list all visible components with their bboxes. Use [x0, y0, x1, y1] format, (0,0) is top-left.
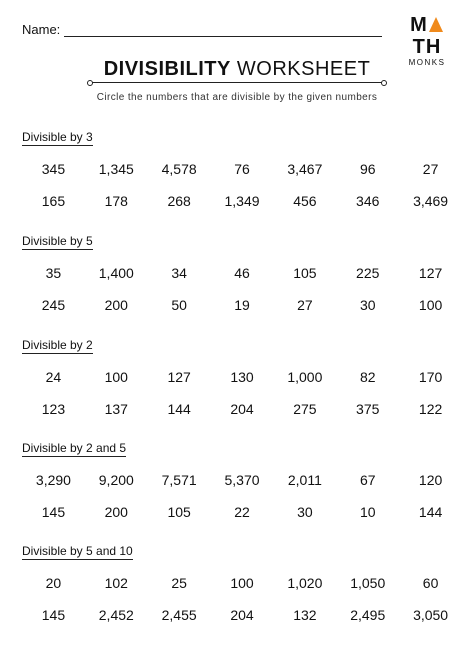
number-cell[interactable]: 1,000	[287, 369, 323, 385]
number-cell[interactable]: 100	[104, 369, 128, 385]
number-cell[interactable]: 100	[230, 575, 254, 591]
number-cell[interactable]: 200	[104, 504, 128, 520]
number-cell[interactable]: 10	[359, 504, 376, 520]
section	[22, 336, 462, 436]
number-cell[interactable]: 2,495	[350, 607, 386, 623]
number-cell[interactable]: 30	[297, 504, 313, 520]
number-cell[interactable]: 105	[167, 504, 191, 520]
number-cell[interactable]: 24	[45, 369, 62, 385]
logo-letters-th: TH	[412, 36, 442, 58]
number-cell[interactable]: 3,467	[287, 161, 323, 177]
number-cell[interactable]: 120	[418, 472, 443, 488]
number-cell[interactable]: 122	[418, 401, 443, 417]
number-row	[22, 401, 462, 417]
number-cell[interactable]: 20	[45, 575, 62, 591]
section	[22, 439, 462, 539]
number-cell[interactable]: 76	[234, 161, 250, 177]
number-row	[22, 369, 462, 385]
number-cell[interactable]: 1,349	[224, 193, 260, 209]
page-title	[0, 58, 474, 81]
number-cell[interactable]: 30	[359, 297, 376, 313]
number-cell[interactable]: 275	[293, 401, 317, 417]
section	[22, 542, 462, 642]
number-row	[22, 161, 462, 177]
section-label: Divisible by 2 and 5	[22, 441, 127, 455]
number-row	[22, 265, 462, 281]
number-cell[interactable]: 200	[104, 297, 128, 313]
number-cell[interactable]: 1,050	[350, 575, 386, 591]
number-cell[interactable]: 456	[293, 193, 317, 209]
number-cell[interactable]: 144	[167, 401, 191, 417]
number-cell[interactable]: 3,469	[413, 193, 449, 209]
number-cell[interactable]: 1,345	[98, 161, 134, 177]
name-label: Name:	[22, 22, 61, 37]
math-monks-logo	[396, 14, 458, 67]
section-label: Divisible by 5	[22, 234, 93, 248]
title-rest: WORKSHEET	[230, 58, 371, 80]
number-cell[interactable]: 9,200	[98, 472, 134, 488]
logo-sub: MONKS	[408, 58, 446, 67]
number-cell[interactable]: 178	[104, 193, 128, 209]
number-cell[interactable]: 27	[297, 297, 313, 313]
section-label: Divisible by 2	[22, 338, 93, 352]
number-cell[interactable]: 46	[234, 265, 250, 281]
number-cell[interactable]: 1,400	[98, 265, 134, 281]
number-row	[22, 472, 462, 488]
number-row	[22, 504, 462, 520]
section	[22, 128, 462, 228]
section-label: Divisible by 5 and 10	[22, 544, 133, 558]
number-cell[interactable]: 145	[41, 504, 66, 520]
number-cell[interactable]: 137	[104, 401, 128, 417]
number-cell[interactable]: 170	[418, 369, 443, 385]
number-cell[interactable]: 130	[230, 369, 254, 385]
number-cell[interactable]: 82	[359, 369, 376, 385]
number-cell[interactable]: 3,050	[413, 607, 449, 623]
number-row	[22, 575, 462, 591]
number-cell[interactable]: 245	[41, 297, 66, 313]
number-cell[interactable]: 204	[230, 607, 254, 623]
number-cell[interactable]: 19	[234, 297, 250, 313]
number-cell[interactable]: 27	[422, 161, 439, 177]
number-cell[interactable]: 105	[293, 265, 317, 281]
section-label: Divisible by 3	[22, 130, 93, 144]
number-cell[interactable]: 96	[359, 161, 376, 177]
number-cell[interactable]: 67	[359, 472, 376, 488]
number-cell[interactable]: 50	[171, 297, 187, 313]
number-cell[interactable]: 204	[230, 401, 254, 417]
number-cell[interactable]: 3,290	[35, 472, 71, 488]
number-row	[22, 193, 462, 209]
number-cell[interactable]: 127	[418, 265, 443, 281]
number-cell[interactable]: 2,452	[98, 607, 134, 623]
number-cell[interactable]: 100	[418, 297, 443, 313]
number-cell[interactable]: 127	[167, 369, 191, 385]
number-cell[interactable]: 60	[422, 575, 439, 591]
number-cell[interactable]: 4,578	[161, 161, 197, 177]
number-cell[interactable]: 5,370	[224, 472, 260, 488]
number-row	[22, 297, 462, 313]
number-cell[interactable]: 268	[167, 193, 191, 209]
number-cell[interactable]: 165	[41, 193, 66, 209]
name-row	[22, 22, 382, 42]
title-underline	[92, 82, 382, 83]
number-cell[interactable]: 144	[418, 504, 443, 520]
triangle-icon	[429, 17, 443, 32]
number-cell[interactable]: 7,571	[161, 472, 197, 488]
number-cell[interactable]: 1,020	[287, 575, 323, 591]
number-cell[interactable]: 34	[171, 265, 187, 281]
number-row	[22, 607, 462, 623]
number-cell[interactable]: 22	[234, 504, 250, 520]
number-cell[interactable]: 2,011	[287, 472, 322, 488]
number-cell[interactable]: 2,455	[161, 607, 197, 623]
number-cell[interactable]: 345	[41, 161, 66, 177]
number-cell[interactable]: 25	[171, 575, 187, 591]
section	[22, 232, 462, 332]
number-cell[interactable]: 225	[356, 265, 380, 281]
logo-main	[396, 14, 458, 58]
number-cell[interactable]: 123	[41, 401, 66, 417]
number-cell[interactable]: 102	[104, 575, 128, 591]
number-cell[interactable]: 346	[356, 193, 380, 209]
number-cell[interactable]: 145	[41, 607, 66, 623]
number-cell[interactable]: 375	[356, 401, 380, 417]
number-cell[interactable]: 35	[45, 265, 62, 281]
name-line	[64, 36, 382, 37]
instructions: Circle the numbers that are divisible by the given numbers	[96, 92, 378, 103]
number-cell[interactable]: 132	[293, 607, 317, 623]
logo-letter-m: M	[410, 14, 428, 36]
title-bold: DIVISIBILITY	[103, 58, 231, 80]
